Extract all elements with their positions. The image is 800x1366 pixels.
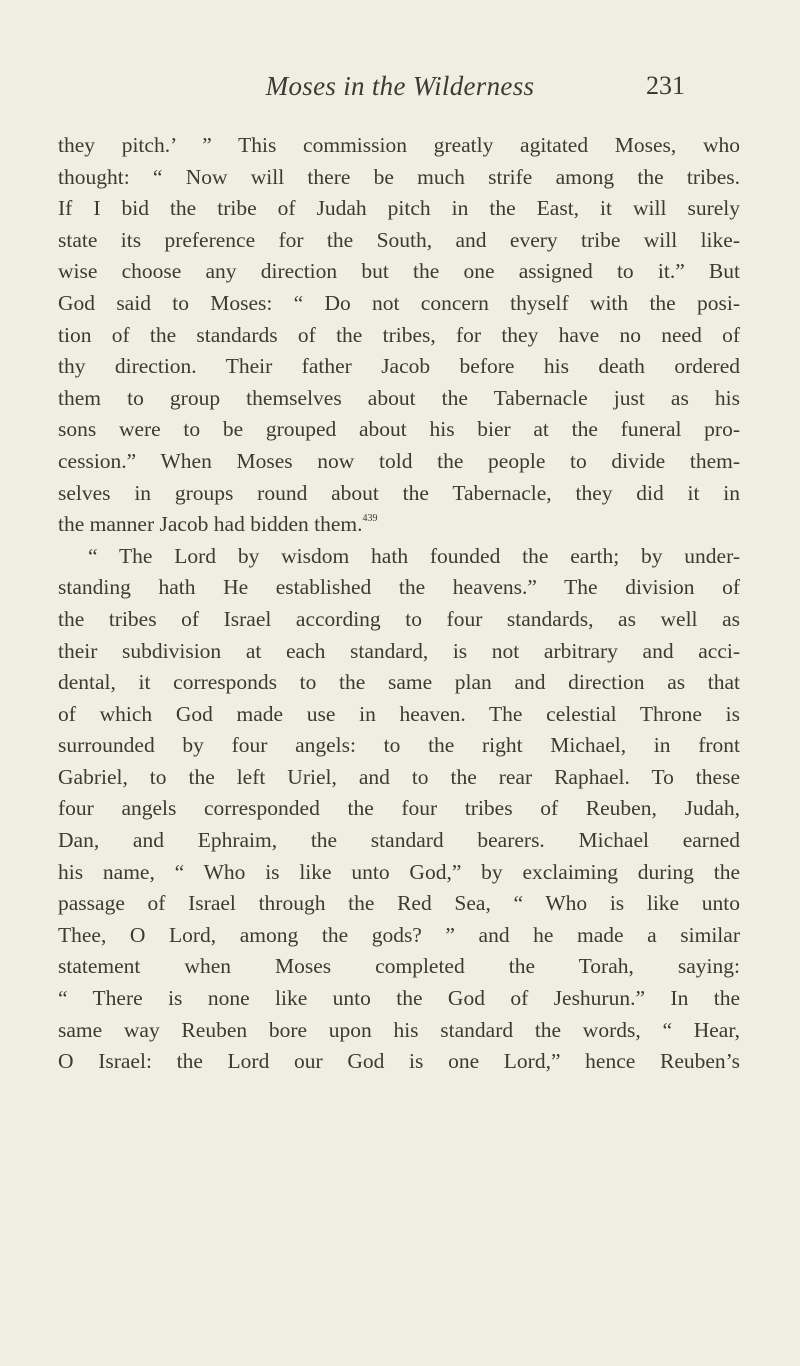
text-line: “ The Lord by wisdom hath founded the earth; by under- bbox=[88, 543, 740, 568]
text-line: cession.” When Moses now told the people to divide them- bbox=[58, 448, 740, 473]
page-number: 231 bbox=[646, 71, 685, 100]
text-line: If I bid the tribe of Judah pitch in the East, it will surely bbox=[58, 196, 740, 221]
text-line: “ There is none like unto the God of Jeshurun.” In the bbox=[58, 986, 740, 1011]
running-title: Moses in the Wilderness bbox=[265, 71, 535, 101]
footnote-ref: 439 bbox=[362, 513, 378, 525]
text-line: the manner Jacob had bidden them. bbox=[58, 512, 363, 537]
text-line: tion of the standards of the tribes, for they have no need of bbox=[58, 322, 740, 347]
text-line: sons were to be grouped about his bier at the funeral pro- bbox=[58, 417, 740, 442]
text-line: they pitch.’ ” This commission greatly agitated Moses, who bbox=[58, 133, 740, 157]
text-line: selves in groups round about the Tabernacle, they did it in bbox=[58, 480, 740, 505]
text-line: passage of Israel through the Red Sea, “ Who is like unto bbox=[58, 891, 740, 916]
text-line: Gabriel, to the left Uriel, and to the rear Raphael. To these bbox=[58, 764, 740, 789]
text-line: dental, it corresponds to the same plan and direction as that bbox=[58, 670, 740, 695]
text-line: state its preference for the South, and every tribe will like- bbox=[58, 227, 740, 252]
text-line: standing hath He established the heavens.” The division of bbox=[58, 575, 740, 600]
text-line: wise choose any direction but the one assigned to it.” But bbox=[58, 259, 740, 284]
text-line: thy direction. Their father Jacob before his death ordered bbox=[58, 354, 740, 379]
text-line: the tribes of Israel according to four standards, as well as bbox=[58, 606, 740, 631]
text-line: them to group themselves about the Tabernacle just as his bbox=[58, 385, 740, 410]
running-head bbox=[0, 66, 800, 106]
text-line: God said to Moses: “ Do not concern thyself with the posi- bbox=[58, 290, 740, 315]
text-line: Thee, O Lord, among the gods? ” and he made a similar bbox=[58, 922, 740, 947]
text-line: same way Reuben bore upon his standard the words, “ Hear, bbox=[58, 1017, 740, 1042]
text-line: surrounded by four angels: to the right Michael, in front bbox=[58, 733, 740, 758]
body-text bbox=[58, 130, 740, 1078]
text-line: statement when Moses completed the Torah, saying: bbox=[58, 954, 740, 979]
text-line: thought: “ Now will there be much strife among the tribes. bbox=[58, 164, 740, 189]
text-line: four angels corresponded the four tribes of Reuben, Judah, bbox=[58, 796, 740, 821]
text-line: his name, “ Who is like unto God,” by exclaiming during the bbox=[58, 859, 740, 884]
text-line: O Israel: the Lord our God is one Lord,” hence Reuben’s bbox=[58, 1049, 740, 1074]
paragraph-end-line bbox=[58, 509, 740, 541]
text-line: of which God made use in heaven. The celestial Throne is bbox=[58, 701, 740, 726]
text-line: their subdivision at each standard, is not arbitrary and acci- bbox=[58, 638, 740, 663]
text-line: Dan, and Ephraim, the standard bearers. Michael earned bbox=[58, 828, 740, 853]
